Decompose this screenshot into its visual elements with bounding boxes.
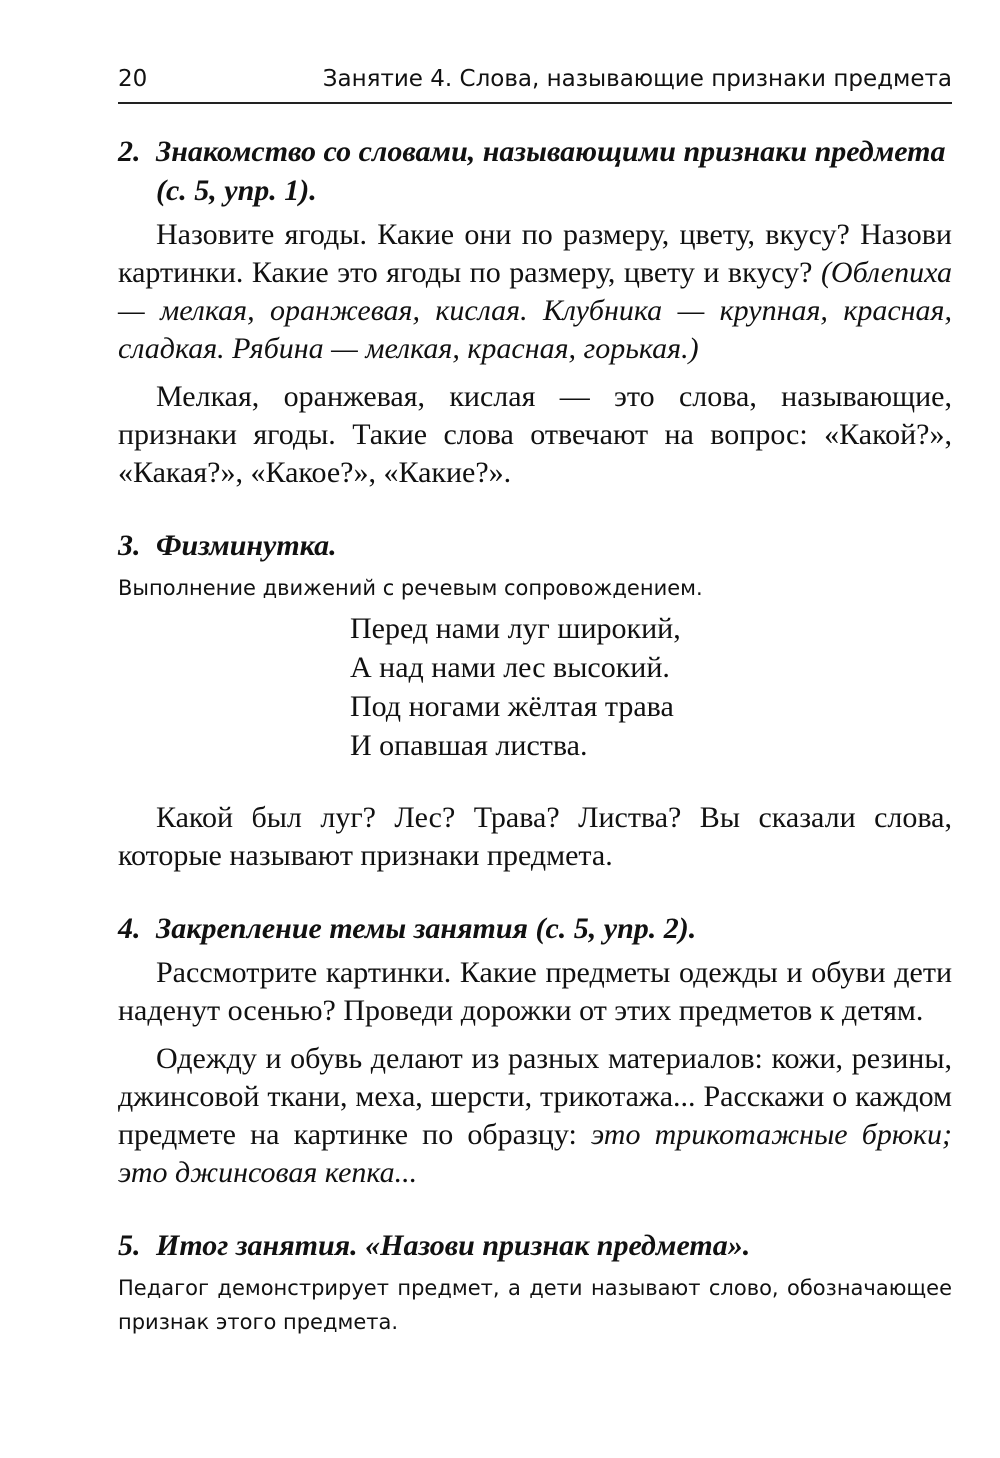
section-4 (118, 909, 952, 1192)
section-heading: Итог занятия. «Назови признак предмета». (156, 1229, 751, 1262)
paragraph: Какой был луг? Лес? Трава? Листва? Вы сказали слова, которые называют признаки предмета. (118, 801, 952, 872)
section-title (118, 526, 952, 565)
section-heading: Закрепление темы занятия (с. 5, упр. 2). (156, 912, 697, 945)
section-title (118, 909, 952, 948)
paragraph-text: Одежду и обувь делают из разных материалов: кожи, резины, джинсовой ткани, меха, шерсти, трикотажа... Расскажи о каждом предмете на картинке по образцу: (118, 1042, 952, 1151)
page-header (118, 60, 952, 104)
instruction-note: Педагог демонстрирует предмет, а дети называют слово, обозначающее признак этого предмета. (118, 1276, 952, 1334)
paragraph (118, 1040, 952, 1192)
paragraph (118, 216, 952, 368)
page-content (118, 132, 952, 1339)
section-5 (118, 1226, 952, 1339)
paragraph: Мелкая, оранжевая, кислая — это слова, называющие, признаки ягоды. Такие слова отвечают на вопрос: «Какой?», «Какая?», «Какое?», «Какие?». (118, 380, 952, 489)
poem-line: А над нами лес высокий. (350, 651, 670, 684)
poem (350, 609, 952, 765)
section-heading: Физминутка. (156, 529, 337, 562)
instruction-note: Выполнение движений с речевым сопровождением. (118, 576, 703, 600)
section-2 (118, 132, 952, 492)
running-title: Занятие 4. Слова, называющие признаки предмета (322, 66, 952, 92)
paragraph-italic-example: это трикотажные брюки; это джинсовая кепка... (118, 1118, 953, 1189)
poem-line: Перед нами луг широкий, (350, 612, 681, 645)
section-number: 5. (118, 1229, 141, 1262)
section-title (118, 132, 952, 210)
section-heading: Знакомство со словами, называющими признаки предмета (с. 5, упр. 1). (156, 135, 946, 207)
section-number: 4. (118, 912, 141, 945)
section-title (118, 1226, 952, 1265)
poem-line: И опавшая листва. (350, 729, 588, 762)
section-3 (118, 526, 952, 875)
poem-line: Под ногами жёлтая трава (350, 690, 674, 723)
section-number: 3. (118, 529, 141, 562)
section-number: 2. (118, 135, 141, 168)
paragraph: Рассмотрите картинки. Какие предметы одежды и обуви дети наденут осенью? Проведи дорожки от этих предметов к детям. (118, 956, 952, 1027)
paragraph-italic-answer: (Облепиха — мелкая, оранжевая, кислая. Клубника — крупная, красная, сладкая. Рябина — мелкая, красная, горькая.) (118, 256, 952, 365)
page-number: 20 (118, 66, 148, 92)
paragraph-text: Назовите ягоды. Какие они по размеру, цвету, вкусу? Назови картинки. Какие это ягоды по размеру, цвету и вкусу? (118, 218, 952, 289)
